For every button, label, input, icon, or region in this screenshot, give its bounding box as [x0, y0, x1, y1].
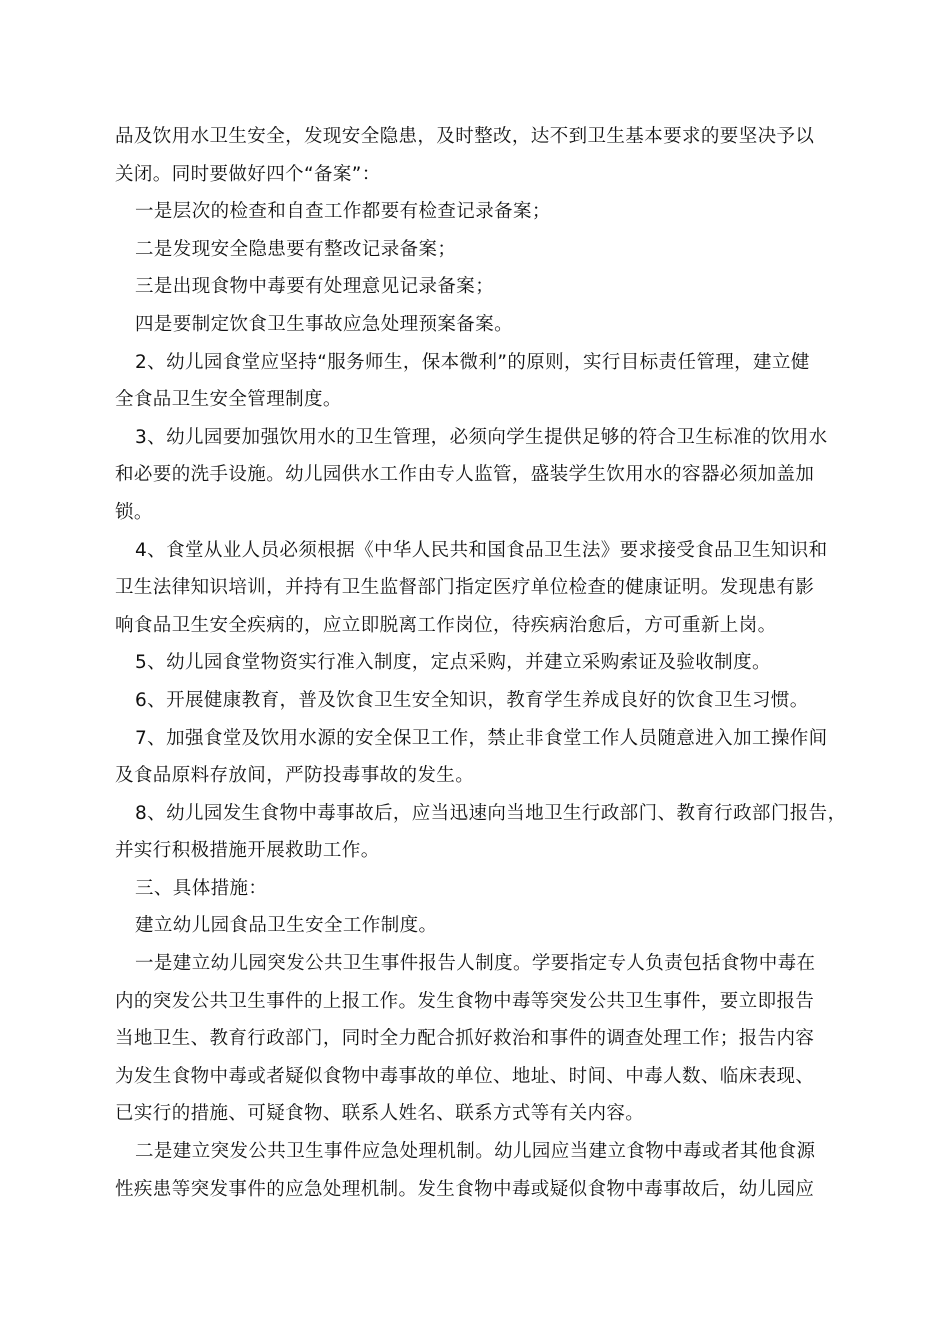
text-line: 已实行的措施、可疑食物、联系人姓名、联系方式等有关内容。 — [115, 1103, 645, 1125]
text-line: 和必要的洗手设施。幼儿园供水工作由专人监管，盛装学生饮用水的容器必须加盖加 — [115, 464, 815, 486]
text-line: 当地卫生、教育行政部门，同时全力配合抓好救治和事件的调查处理工作；报告内容 — [115, 1028, 815, 1050]
text-line: 为发生食物中毒或者疑似食物中毒事故的单位、地址、时间、中毒人数、临床表现、 — [115, 1065, 815, 1087]
text-line: 关闭。同时要做好四个“备案”： — [115, 163, 381, 185]
text-line: 全食品卫生安全管理制度。 — [115, 389, 342, 411]
text-line: 内的突发公共卫生事件的上报工作。发生食物中毒等突发公共卫生事件，要立即报告 — [115, 990, 815, 1012]
text-line: 四是要制定饮食卫生事故应急处理预案备案。 — [135, 313, 514, 335]
text-line: 及食品原料存放间，严防投毒事故的发生。 — [115, 765, 475, 787]
text-line: 二是建立突发公共卫生事件应急处理机制。幼儿园应当建立食物中毒或者其他食源 — [135, 1141, 816, 1163]
text-line: 锁。 — [115, 501, 153, 523]
text-line: 响食品卫生安全疾病的，应立即脱离工作岗位，待疾病治愈后，方可重新上岗。 — [115, 614, 777, 636]
text-line: 2、幼儿园食堂应坚持“服务师生，保本微利”的原则，实行目标责任管理，建立健 — [135, 351, 810, 373]
text-line: 建立幼儿园食品卫生安全工作制度。 — [135, 915, 438, 937]
text-line: 8、幼儿园发生食物中毒事故后，应当迅速向当地卫生行政部门、教育行政部门报告， — [135, 802, 847, 824]
text-line: 4、食堂从业人员必须根据《中华人民共和国食品卫生法》要求接受食品卫生知识和 — [135, 539, 828, 561]
text-line: 二是发现安全隐患要有整改记录备案； — [135, 238, 457, 260]
text-line: 5、幼儿园食堂物资实行准入制度，定点采购，并建立采购索证及验收制度。 — [135, 652, 771, 674]
text-line: 并实行积极措施开展救助工作。 — [115, 840, 380, 862]
text-line: 6、开展健康教育，普及饮食卫生安全知识，教育学生养成良好的饮食卫生习惯。 — [135, 689, 809, 711]
document-body — [115, 118, 845, 1208]
text-line: 一是建立幼儿园突发公共卫生事件报告人制度。学要指定专人负责包括食物中毒在 — [135, 953, 816, 975]
text-line: 卫生法律知识培训，并持有卫生监督部门指定医疗单位检查的健康证明。发现患有影 — [115, 577, 815, 599]
text-line: 7、加强食堂及饮用水源的安全保卫工作，禁止非食堂工作人员随意进入加工操作间 — [135, 727, 828, 749]
text-line: 三、具体措施： — [135, 877, 268, 899]
text-line: 三是出现食物中毒要有处理意见记录备案； — [135, 276, 495, 298]
text-line: 性疾患等突发事件的应急处理机制。发生食物中毒或疑似食物中毒事故后，幼儿园应 — [115, 1178, 815, 1200]
text-line: 品及饮用水卫生安全，发现安全隐患，及时整改，达不到卫生基本要求的要坚决予以 — [115, 126, 815, 147]
text-line: 一是层次的检查和自查工作都要有检查记录备案； — [135, 201, 551, 223]
text-line: 3、幼儿园要加强饮用水的卫生管理，必须向学生提供足够的符合卫生标准的饮用水 — [135, 426, 828, 448]
